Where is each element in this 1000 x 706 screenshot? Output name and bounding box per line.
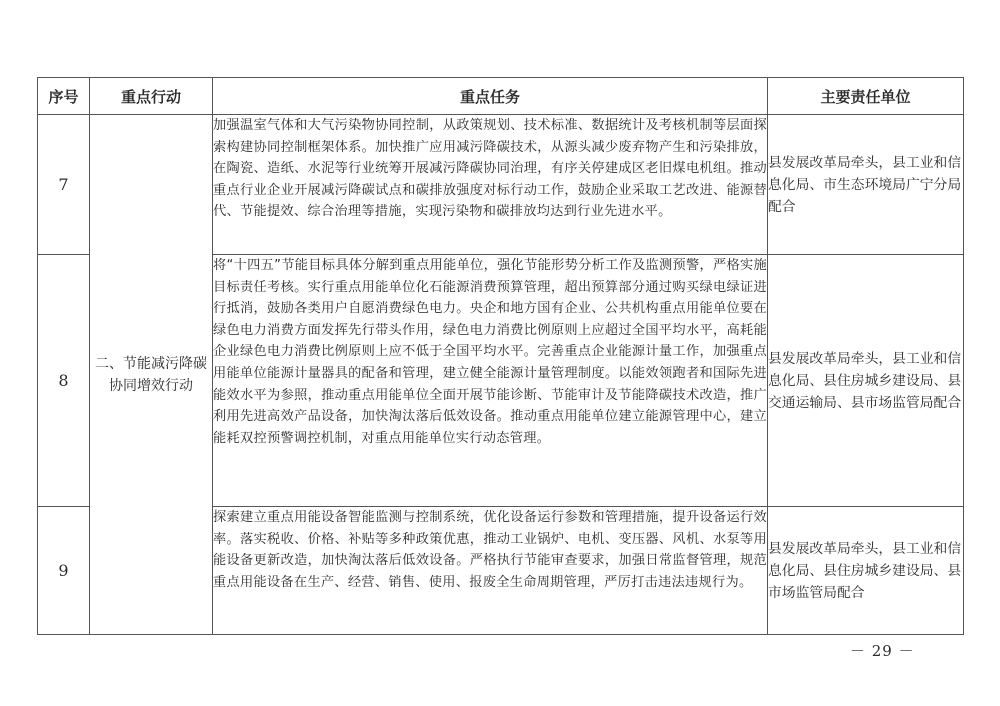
- table-row: [38, 115, 964, 255]
- key-task-cell: 将“十四五”节能目标具体分解到重点用能单位，强化节能形势分析工作及监测预警，严格实施目标责任考核。实行重点用能单位化石能源消费预算管理，超出预算部分通过购买绿电绿证进行抵消，鼓励各类用户自愿消费绿色电力。央企和地方国有企业、公共机构重点用能单位要在绿色电力消费方面发挥先行带头作用，绿色电力消费比例原则上应超过全国平均水平，高耗能企业绿色电力消费比例原则上应不低于全国平均水平。完善重点企业能源计量工作，加强重点用能单位能源计量器具的配备和管理，建立健全能源计量管理制度。以能效领跑者和国际先进能效水平为参照，推动重点用能单位全面开展节能诊断、节能审计及节能降碳技术改造，推广利用先进高效产品设备，加快淘汰落后低效设备。推动重点用能单位建立能源管理中心，建立能耗双控预警调控机制，对重点用能单位实行动态管理。: [213, 255, 768, 507]
- task-table: [37, 77, 964, 635]
- header-responsible-unit: 主要责任单位: [768, 78, 964, 115]
- key-action-cell: 二、节能减污降碳协同增效行动: [90, 115, 213, 635]
- key-task-cell: 探索建立重点用能设备智能监测与控制系统，优化设备运行参数和管理措施，提升设备运行效率。落实税收、价格、补贴等多种政策优惠，推动工业锅炉、电机、变压器、风机、水泵等用能设备更新改造，加快淘汰落后低效设备。严格执行节能审查要求，加强日常监督管理，规范重点用能设备在生产、经营、销售、使用、报废全生命周期管理，严厉打击违法违规行为。: [213, 507, 768, 635]
- table-header-row: [38, 78, 964, 115]
- responsible-unit-cell: 县发展改革局牵头，县工业和信息化局、县住房城乡建设局、县交通运输局、县市场监管局配合: [768, 255, 964, 507]
- page-number: － 29 －: [850, 642, 915, 660]
- responsible-unit-cell: 县发展改革局牵头，县工业和信息化局、县住房城乡建设局、县市场监管局配合: [768, 507, 964, 635]
- responsible-unit-cell: 县发展改革局牵头，县工业和信息化局、市生态环境局广宁分局配合: [768, 115, 964, 255]
- header-key-action: 重点行动: [90, 78, 213, 115]
- key-task-cell: 加强温室气体和大气污染物协同控制，从政策规划、技术标准、数据统计及考核机制等层面探索构建协同控制框架体系。加快推广应用减污降碳技术，从源头减少废弃物产生和污染排放，在陶瓷、造纸、水泥等行业统筹开展减污降碳协同治理，有序关停建成区老旧煤电机组。推动重点行业企业开展减污降碳试点和碳排放强度对标行动工作，鼓励企业采取工艺改进、能源替代、节能提效、综合治理等措施，实现污染物和碳排放均达到行业先进水平。: [213, 115, 768, 255]
- row-number: 9: [38, 507, 90, 635]
- row-number: 7: [38, 115, 90, 255]
- header-index: 序号: [38, 78, 90, 115]
- header-key-task: 重点任务: [213, 78, 768, 115]
- row-number: 8: [38, 255, 90, 507]
